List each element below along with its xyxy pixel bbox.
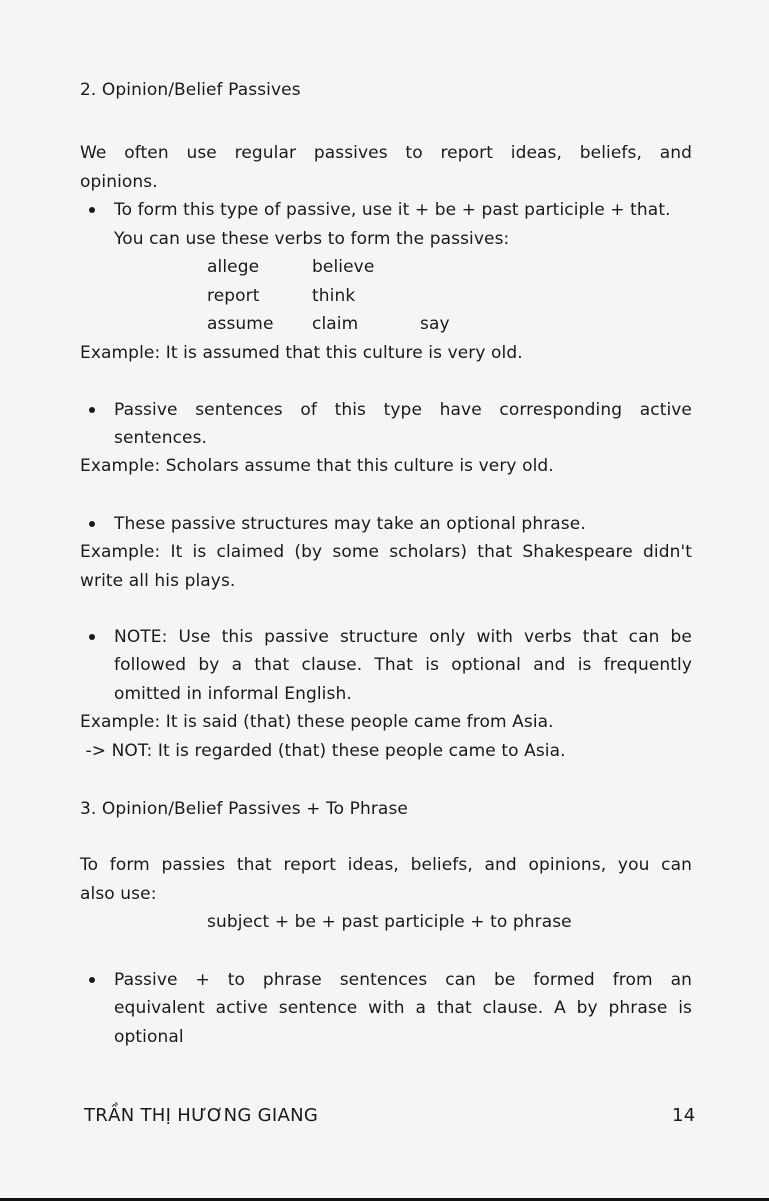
bullet-4-line-1: NOTE: Use this passive structure only with verbs that can be bbox=[114, 627, 692, 647]
bullet-icon bbox=[89, 977, 95, 983]
example-2: Example: Scholars assume that this culture is very old. bbox=[80, 456, 554, 476]
bullet-1-line-1: To form this type of passive, use it + be + past participle + that. bbox=[114, 200, 671, 220]
bullet-2-line-2: sentences. bbox=[114, 428, 208, 448]
example-3-line-1: Example: It is claimed (by some scholars) that Shakespeare didn't bbox=[80, 542, 692, 562]
section-3-intro-line-1: To form passies that report ideas, beliefs, and opinions, you can bbox=[80, 855, 692, 875]
bullet-3: These passive structures may take an optional phrase. bbox=[114, 514, 586, 534]
verb-report: report bbox=[207, 286, 260, 306]
example-4: Example: It is said (that) these people came from Asia. bbox=[80, 712, 554, 732]
bullet-icon bbox=[89, 521, 95, 527]
verb-assume: assume bbox=[207, 314, 274, 334]
bullet-icon bbox=[89, 634, 95, 640]
bullet-icon bbox=[89, 407, 95, 413]
bullet-icon bbox=[89, 207, 95, 213]
bullet-2-line-1: Passive sentences of this type have corresponding active bbox=[114, 400, 692, 420]
bullet-4-line-2: followed by a that clause. That is optional and is frequently bbox=[114, 655, 692, 675]
section-3-intro-line-2: also use: bbox=[80, 884, 157, 904]
example-3-line-2: write all his plays. bbox=[80, 571, 236, 591]
formula: subject + be + past participle + to phrase bbox=[207, 912, 572, 932]
bullet-1-line-2: You can use these verbs to form the passives: bbox=[114, 229, 510, 249]
footer-author: TRẦN THỊ HƯƠNG GIANG bbox=[84, 1105, 319, 1126]
section-2-heading: 2. Opinion/Belief Passives bbox=[80, 80, 301, 100]
verb-say: say bbox=[420, 314, 450, 334]
section-3-bullet-line-3: optional bbox=[114, 1027, 184, 1047]
section-2-intro-line-1: We often use regular passives to report ideas, beliefs, and bbox=[80, 143, 692, 163]
section-3-bullet-line-2: equivalent active sentence with a that clause. A by phrase is bbox=[114, 998, 692, 1018]
not-example: -> NOT: It is regarded (that) these people came to Asia. bbox=[80, 741, 566, 761]
example-1: Example: It is assumed that this culture is very old. bbox=[80, 343, 523, 363]
section-3-heading: 3. Opinion/Belief Passives + To Phrase bbox=[80, 799, 408, 819]
section-3-bullet-line-1: Passive + to phrase sentences can be formed from an bbox=[114, 970, 692, 990]
page-number: 14 bbox=[672, 1105, 696, 1126]
bullet-4-line-3: omitted in informal English. bbox=[114, 684, 352, 704]
section-2-intro-line-2: opinions. bbox=[80, 172, 158, 192]
verb-think: think bbox=[312, 286, 356, 306]
verb-claim: claim bbox=[312, 314, 359, 334]
verb-believe: believe bbox=[312, 257, 375, 277]
verb-allege: allege bbox=[207, 257, 260, 277]
